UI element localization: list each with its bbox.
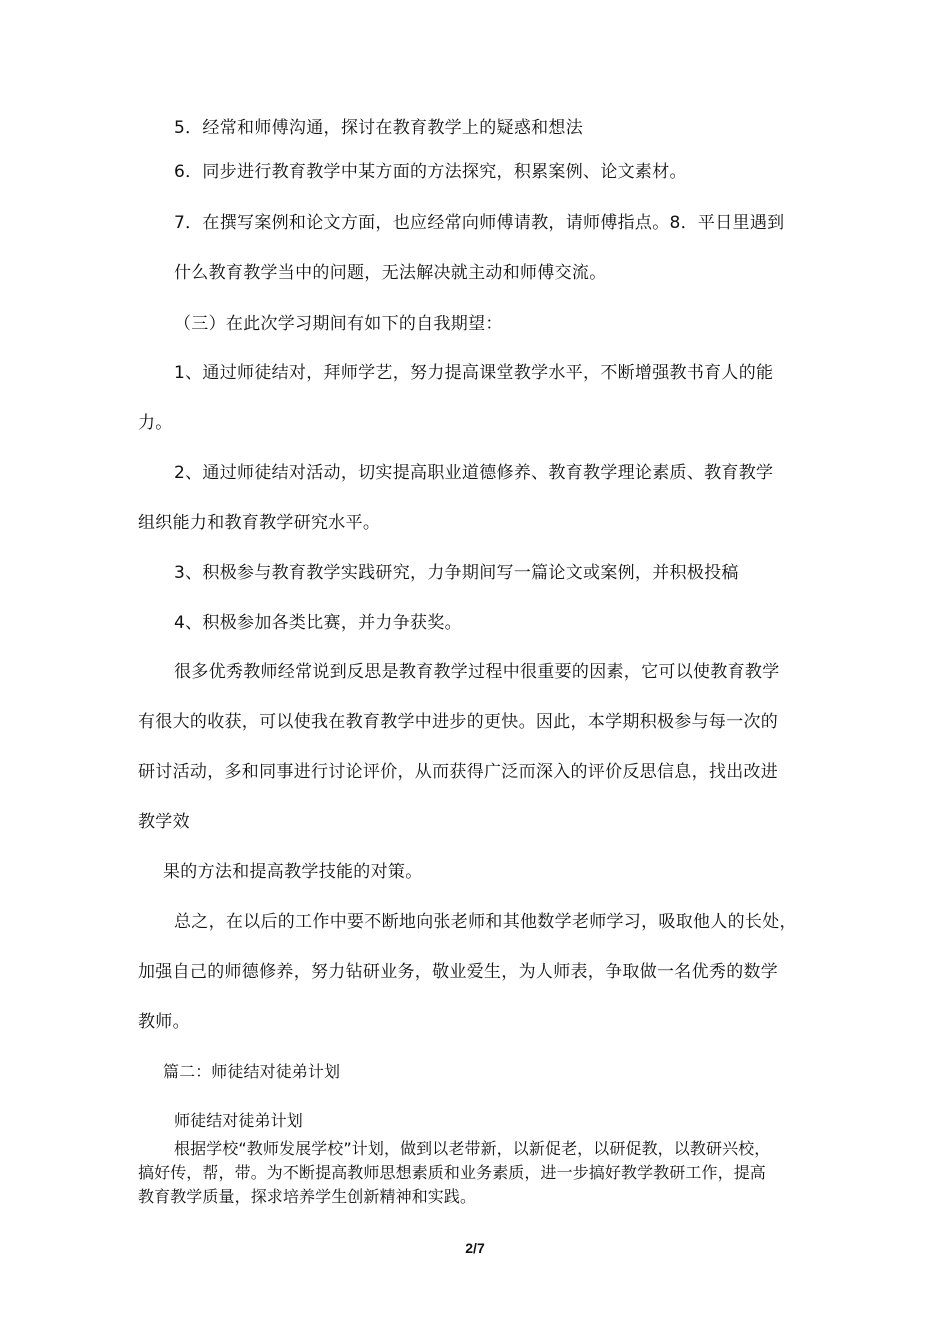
text-line: 教师。	[138, 1012, 190, 1032]
text-line: 研讨活动，多和同事进行讨论评价，从而获得广泛而深入的评价反思信息，找出改进	[138, 762, 779, 782]
page-number: 2/7	[465, 1240, 485, 1256]
text-line: 有很大的收获，可以使我在教育教学中进步的更快。因此，本学期积极参与每一次的	[138, 712, 779, 732]
text-line: 什么教育教学当中的问题，无法解决就主动和师傅交流。	[174, 263, 607, 283]
text-line: 根据学校“教师发展学校”计划，做到以老带新，以新促老，以研促教，以教研兴校，	[174, 1139, 771, 1158]
text-line: 教学效	[138, 812, 190, 832]
text-line: 加强自己的师德修养，努力钻研业务，敬业爱生，为人师表，争取做一名优秀的数学	[138, 962, 779, 982]
text-line: 组织能力和教育教学研究水平。	[138, 513, 381, 533]
text-line: 6．同步进行教育教学中某方面的方法探究，积累案例、论文素材。	[174, 162, 687, 182]
text-line: 1、通过师徒结对，拜师学艺，努力提高课堂教学水平，不断增强教书育人的能	[174, 363, 774, 383]
text-line: 7．在撰写案例和论文方面，也应经常向师傅请教，请师傅指点。8．平日里遇到	[174, 213, 785, 233]
text-line: 果的方法和提高教学技能的对策。	[163, 862, 423, 882]
section-heading: 篇二：师徒结对徒弟计划	[163, 1062, 341, 1081]
text-line: 很多优秀教师经常说到反思是教育教学过程中很重要的因素，它可以使教育教学	[174, 662, 780, 682]
text-line: 力。	[138, 413, 173, 433]
sub-title: 师徒结对徒弟计划	[174, 1111, 303, 1130]
text-line: 5．经常和师傅沟通，探讨在教育教学上的疑惑和想法	[174, 118, 584, 138]
section-heading: （三）在此次学习期间有如下的自我期望：	[174, 314, 503, 334]
text-line: 2、通过师徒结对活动，切实提高职业道德修养、教育教学理论素质、教育教学	[174, 463, 774, 483]
text-line: 4、积极参加各类比赛，并力争获奖。	[174, 613, 462, 633]
text-line: 总之，在以后的工作中要不断地向张老师和其他数学老师学习，吸取他人的长处，	[174, 912, 797, 932]
text-line: 3、积极参与教育教学实践研究，力争期间写一篇论文或案例，并积极投稿	[174, 563, 739, 583]
text-line: 教育教学质量，探求培养学生创新精神和实践。	[138, 1187, 477, 1206]
text-line: 搞好传，帮，带。为不断提高教师思想素质和业务素质，进一步搞好教学教研工作，提高	[138, 1163, 766, 1182]
